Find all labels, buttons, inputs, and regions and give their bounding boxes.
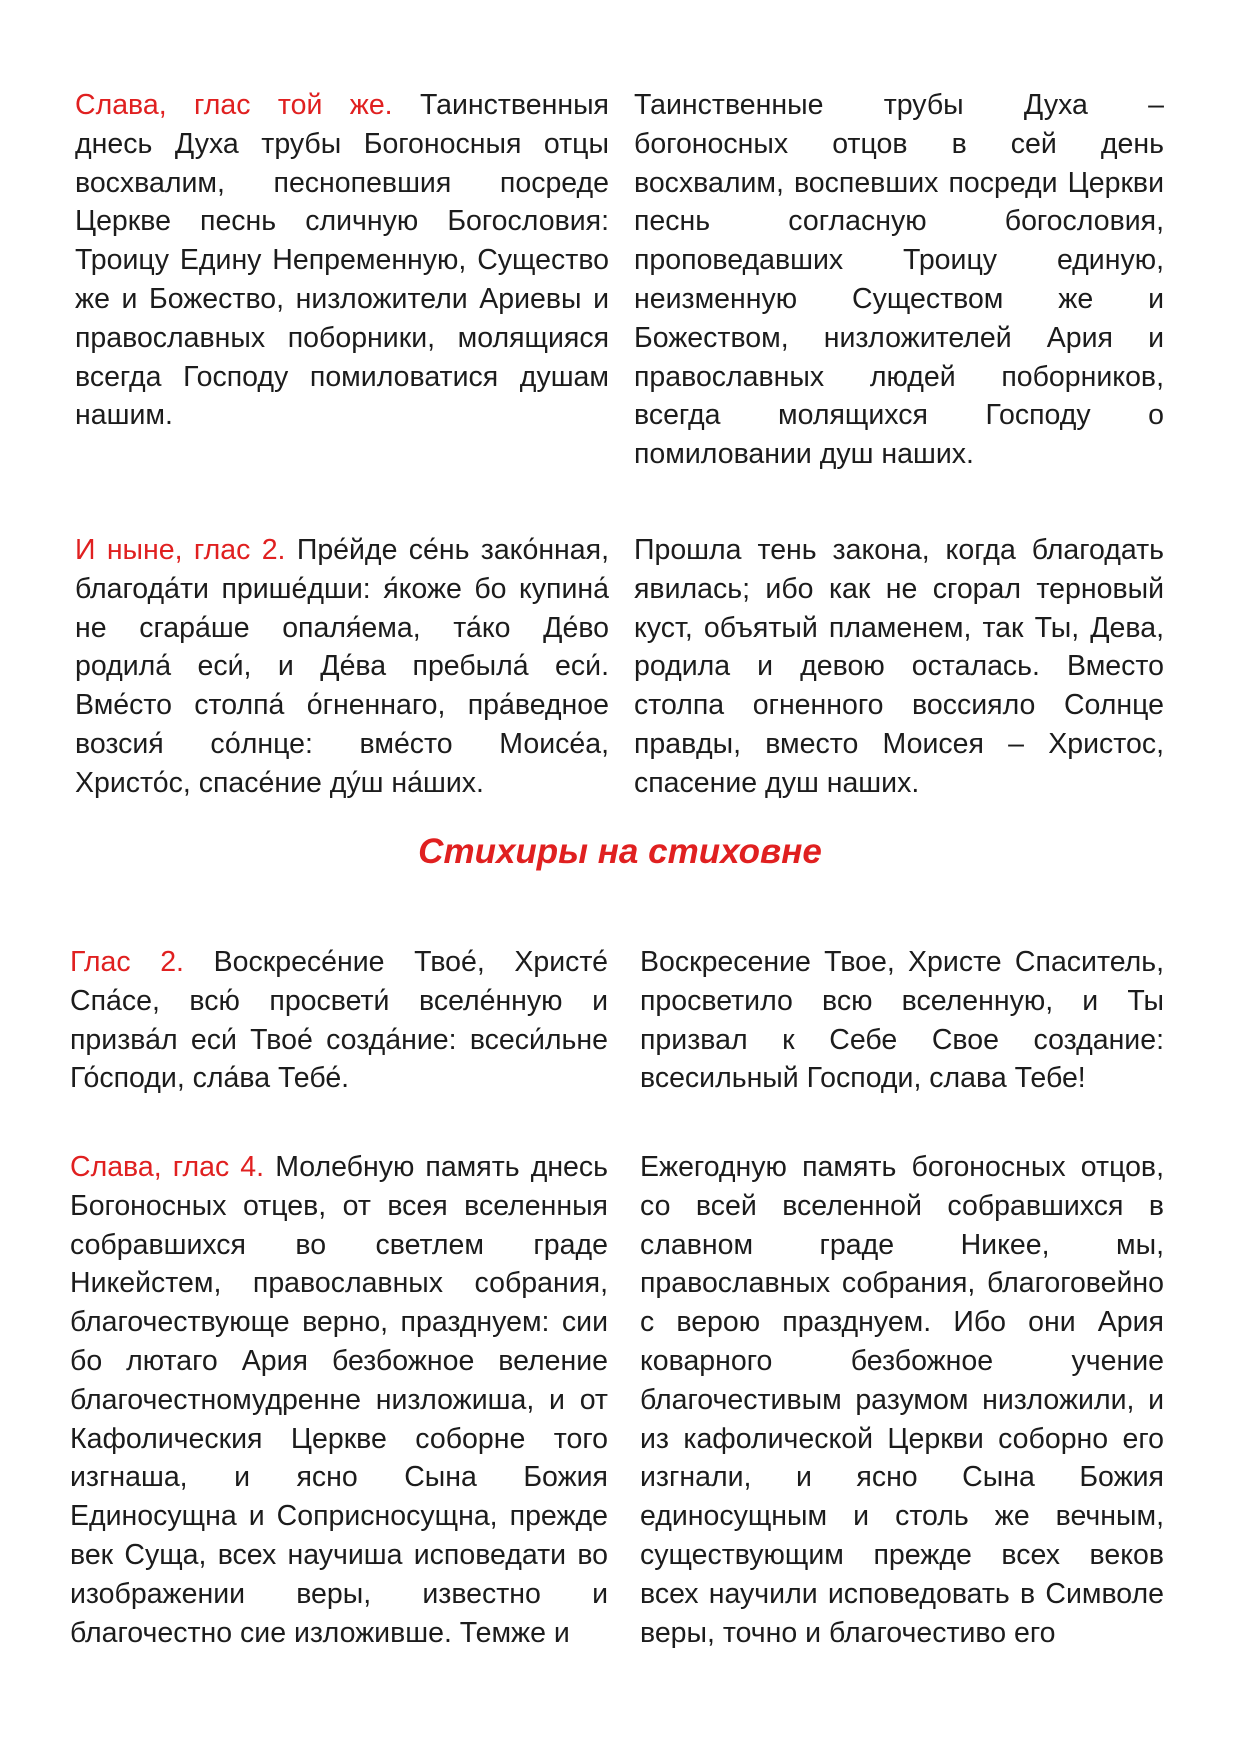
hymn-lead: И ныне, глас 2. [75, 534, 286, 566]
church-slavonic-text: Таинственныя днесь Духа трубы Богоносныя отцы восхвалим, песнопевшия посреде Церкве песнь сличную Богословия: Троицу Едину Непременную, Существо же и Божество, низложители Ариевы и православных поборники, молящияся всегда Господу помиловатися душам нашим. [75, 89, 609, 432]
modern-russian-column [634, 531, 1164, 803]
church-slavonic-column [70, 943, 608, 1098]
modern-russian-text: Прошла тень закона, когда благодать явилась; ибо как не сгорал терновый куст, объятый пламенем, так Ты, Дева, родила и девою осталась. Вместо столпа огненного воссияло Солнце правды, вместо Моисея – Христос, спасение душ наших. [634, 534, 1164, 799]
modern-russian-text: Ежегодную память богоносных отцов, со всей вселенной собравшихся в славном граде Никее, мы, православных собрания, благоговейно с верою празднуем. Ибо они Ария коварного безбожное учение благочестивым разумом низложили, и из кафолической Церкви соборно его изгнали, и ясно Сына Божия единосущным и столь же вечным, существующим прежде всех веков всех научили исповедовать в Символе веры, точно и благочестиво его [640, 1151, 1164, 1649]
church-slavonic-text: Пре́йде се́нь зако́нная, благода́ти прише́дши: я́коже бо купина́ не сгара́ше опаля́ема, та́ко Де́во родила́ еси́, и Де́ва пребыла́ еси́. Вме́сто столпа́ о́гненнаго, пра́ведное возсия́ со́лнце: вме́сто Моисе́а, Христо́с, спасе́ние ду́ш на́ших. [75, 534, 609, 799]
modern-russian-text: Воскресение Твое, Христе Спаситель, просветило всю вселенную, и Ты призвал к Себе Свое создание: всесильный Господи, слава Тебе! [640, 946, 1164, 1095]
church-slavonic-column [70, 1148, 608, 1652]
church-slavonic-text: Молебную память днесь Богоносных отцев, от всея вселенныя собравшихся во светлем граде Никейстем, православных собрания, благочествующе верно, празднуем: сии бо лютаго Ария безбожное веление благочестномудренне низложиша, и от Кафолическия Церкве соборне того изгнаша, и ясно Сына Божия Единосущна и Соприсносущна, прежде век Суща, всех научиша исповедати во изображении веры, известно и благочестно сие изложивше. Темже и [70, 1151, 609, 1649]
modern-russian-text: Таинственные трубы Духа – богоносных отцов в сей день восхвалим, воспевших посреди Церкви песнь согласную богословия, проповедавших Троицу единую, неизменную Существом же и Божеством, низложителей Ария и православных людей поборников, всегда молящихся Господу о помиловании душ наших. [634, 89, 1164, 471]
church-slavonic-column [75, 86, 609, 474]
hymn-lead: Глас 2. [70, 946, 184, 978]
church-slavonic-column [75, 531, 609, 803]
text-block-slava-4 [0, 1148, 1240, 1652]
modern-russian-column [634, 86, 1164, 474]
hymn-lead: Слава, глас 4. [70, 1151, 265, 1183]
modern-russian-column [640, 943, 1164, 1098]
hymn-lead: Слава, глас той же. [75, 89, 393, 121]
church-slavonic-text: Воскресе́ние Твое́, Христе́ Спа́се, всю́ просвети́ вселе́нную и призва́л еси́ Твое́ созда́ние: всеси́льне Го́споди, сла́ва Тебе́. [70, 946, 609, 1095]
text-block-glas-2 [0, 943, 1240, 1098]
modern-russian-column [640, 1148, 1164, 1652]
section-heading: Стихиры на стиховне [418, 832, 822, 871]
text-block-slava-1 [0, 86, 1240, 474]
text-block-i-nyne [0, 531, 1240, 803]
